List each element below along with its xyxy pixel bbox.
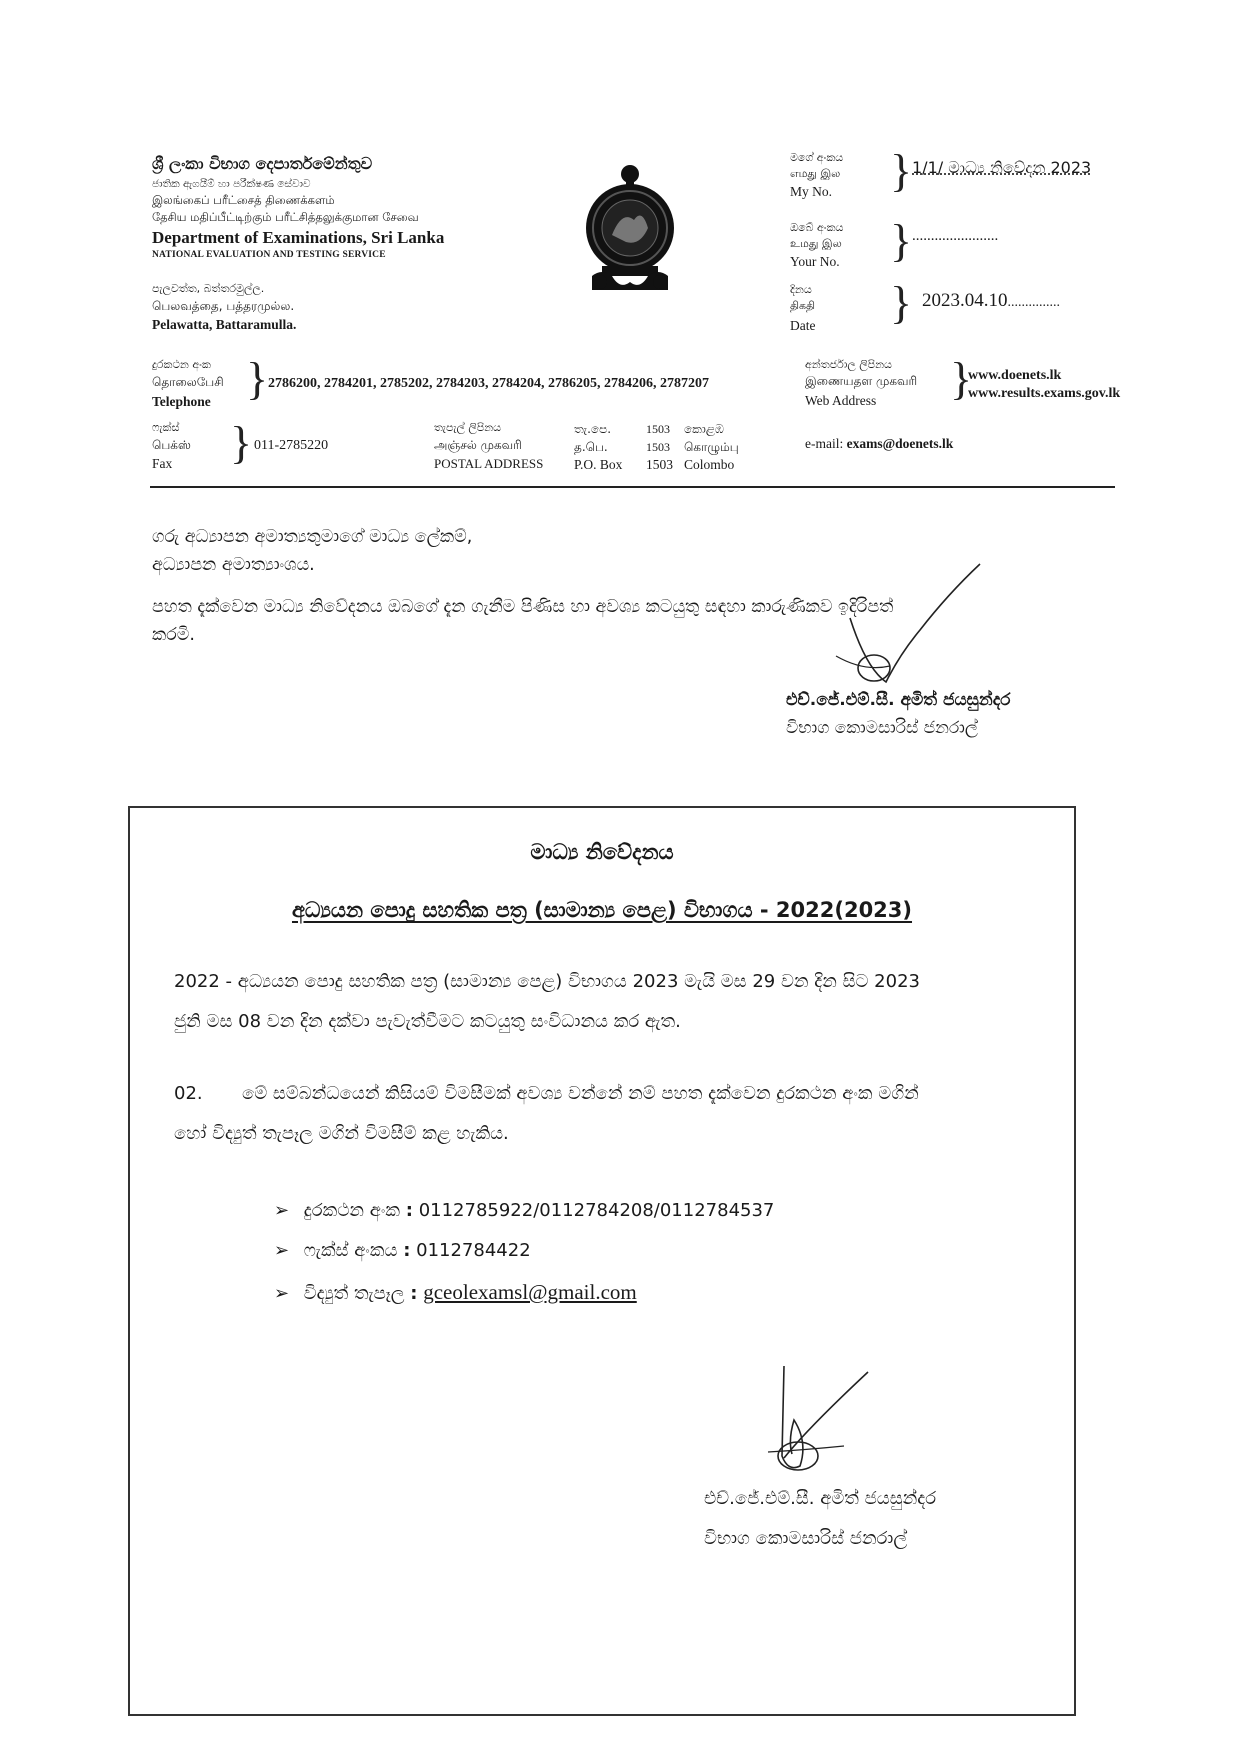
header-divider (150, 486, 1115, 488)
arrow-bullet-icon: ➢ (274, 1283, 290, 1304)
release-title: මාධ්‍ය නිවේදනය (530, 840, 674, 864)
recipient-line-1: ගරු අධ්‍යාපන අමාත්‍යතුමාගේ මාධ්‍ය ලේකම්, (152, 527, 473, 547)
my-no-label-si: මගේ අංකය (790, 151, 844, 164)
release-email-link[interactable]: gceolexamsl@gmail.com (423, 1280, 637, 1304)
signatory-name-1: එච්.ජේ.එම්.සී. අමිත් ජයසුන්දර (786, 690, 1011, 710)
your-no-label-si: ඔබේ අංකය (790, 221, 844, 234)
release-subtitle: අධ්‍යයන පොදු සහතික පත්‍ර (සාමාන්‍ය පෙළ) විභාගය - 2022(2023) (291, 898, 913, 922)
date-label-en: Date (790, 318, 816, 333)
address-english: Pelawatta, Battaramulla. (152, 317, 297, 332)
arrow-bullet-icon: ➢ (274, 1240, 290, 1261)
dept-name-sinhala: ශ්‍රී ලංකා විභාග දෙපාර්තමේන්තුව (152, 154, 373, 173)
release-subtitle-wrap (130, 898, 1074, 923)
postal-row-ta: த.பெ. 1503 கொழும்பு (574, 440, 739, 454)
telephone-value: 2786200, 2784201, 2785202, 2784203, 2784204, 2786205, 2784206, 2787207 (268, 376, 709, 391)
dept-service-english: NATIONAL EVALUATION AND TESTING SERVICE (152, 250, 386, 260)
postal-label-si: තැපැල් ලිපිනය (434, 421, 502, 434)
your-no-label-ta: உமது இல (790, 237, 842, 250)
telephone-brace: } (246, 353, 269, 404)
dept-name-tamil: இலங்கைப் பரீட்சைத் திணைக்களம் (152, 193, 335, 207)
web-brace: } (950, 353, 973, 404)
email-line (805, 436, 953, 452)
web-label-en: Web Address (805, 393, 877, 408)
postal-label-en: POSTAL ADDRESS (434, 456, 544, 471)
web-label-ta: இணையதள முகவரி (805, 374, 918, 388)
telephone-label-si: දුරකථන අංක (152, 358, 211, 371)
contact-fax: ➢ ෆැක්ස් අංකය : 0112784422 (274, 1240, 531, 1261)
postal-rows (574, 420, 739, 474)
para2-number: 02. (174, 1083, 203, 1104)
signatory-title-1: විභාග කොමසාරිස් ජනරාල් (786, 718, 978, 738)
para2-line-1: මේ සම්බන්ධයෙන් කිසියම් විමසීමක් අවශ්‍ය වන්නේ නම් පහත දැක්වෙන දුරකථන අංක මගින් (242, 1083, 919, 1104)
dept-name-english: Department of Examinations, Sri Lanka (152, 228, 445, 247)
my-no-label-ta: எமது இல (790, 167, 841, 180)
your-no-label-en: Your No. (790, 254, 840, 269)
my-no-value: 1/1/ මාධ්‍ය නිවේදන 2023 (912, 158, 1092, 177)
date-value: 2023.04.10............... (922, 290, 1060, 311)
signatory-title-2: විභාග කොමසාරිස් ජනරාල් (704, 1528, 908, 1549)
letter-body-line-2: කරමි. (152, 625, 195, 645)
para2-line-2: හෝ විද්‍යුත් තැපෑල මගින් විමසීම් කළ හැකිය. (174, 1123, 509, 1144)
dept-service-sinhala: ජාතික ඇගයීම් හා පරීක්ෂණ සේවාව (152, 178, 311, 190)
dept-service-tamil: தேசிய மதிப்பீட்டிற்கும் பரீட்சித்தலுக்குமான சேவை (152, 210, 419, 224)
your-no-brace: } (890, 215, 913, 266)
arrow-bullet-icon: ➢ (274, 1200, 290, 1221)
date-brace: } (890, 277, 913, 328)
postal-row-en: P.O. Box 1503 Colombo (574, 457, 735, 472)
address-tamil: பெலவத்தை, பத்தரமுல்ல. (152, 299, 295, 313)
my-no-brace: } (890, 145, 913, 196)
fax-label-si: ෆැක්ස් (152, 421, 180, 434)
signatory-name-2: එච්.ජේ.එම්.සී. අමිත් ජයසුන්දර (704, 1488, 937, 1509)
email-value[interactable]: exams@doenets.lk (846, 436, 954, 451)
media-release-box (128, 806, 1076, 1716)
fax-brace: } (230, 417, 253, 468)
web-link-1[interactable]: www.doenets.lk (968, 368, 1062, 383)
signature-image-2 (748, 1362, 928, 1482)
my-no-label-en: My No. (790, 184, 833, 199)
national-emblem-icon (582, 150, 678, 295)
recipient-line-2: අධ්‍යාපන අමාත්‍යාංශය. (152, 555, 315, 575)
para1-line-2: ජුනි මස 08 වන දින දක්වා පැවැත්වීමට කටයුතු සංවිධානය කර ඇත. (174, 1011, 681, 1032)
address-sinhala: පැලවත්ත, බත්තරමුල්ල. (152, 282, 265, 295)
telephone-label-en: Telephone (152, 394, 211, 409)
date-label-ta: திகதி (790, 299, 816, 312)
your-no-value: ....................... (912, 228, 999, 244)
signature-image-1 (830, 556, 990, 686)
contact-phone: ➢ දුරකථන අංක : 0112785922/0112784208/0112784537 (274, 1200, 775, 1221)
para1-line-1: 2022 - අධ්‍යයන පොදු සහතික පත්‍ර (සාමාන්‍ය පෙළ) විභාගය 2023 මැයි මස 29 වන දින සිට 2023 (174, 971, 920, 992)
fax-value: 011-2785220 (254, 438, 329, 453)
fax-label-en: Fax (152, 456, 173, 471)
postal-label-ta: அஞ்சல் முகவரி (434, 438, 522, 452)
date-label-si: දිනය (790, 283, 812, 296)
letter-body-line-1: පහත දැක්වෙන මාධ්‍ය නිවේදනය ඔබගේ දැන ගැනීම පිණිස හා අවශ්‍ය කටයුතු සඳහා කාරුණිකව ඉදිරිපත් (152, 597, 894, 617)
telephone-label-ta: தொலைபேசி (152, 375, 224, 389)
web-label-si: අන්තර්ජාල ලිපිනය (805, 358, 892, 371)
fax-label-ta: பெக்ஸ் (152, 438, 191, 452)
web-link-2[interactable]: www.results.exams.gov.lk (968, 386, 1121, 401)
contact-email: ➢ විද්‍යුත් තැපෑල : gceolexamsl@gmail.com (274, 1280, 637, 1304)
email-label: e-mail: (805, 436, 844, 451)
postal-row-si: තැ.පෙ. 1503 කොළඹ (574, 422, 724, 436)
